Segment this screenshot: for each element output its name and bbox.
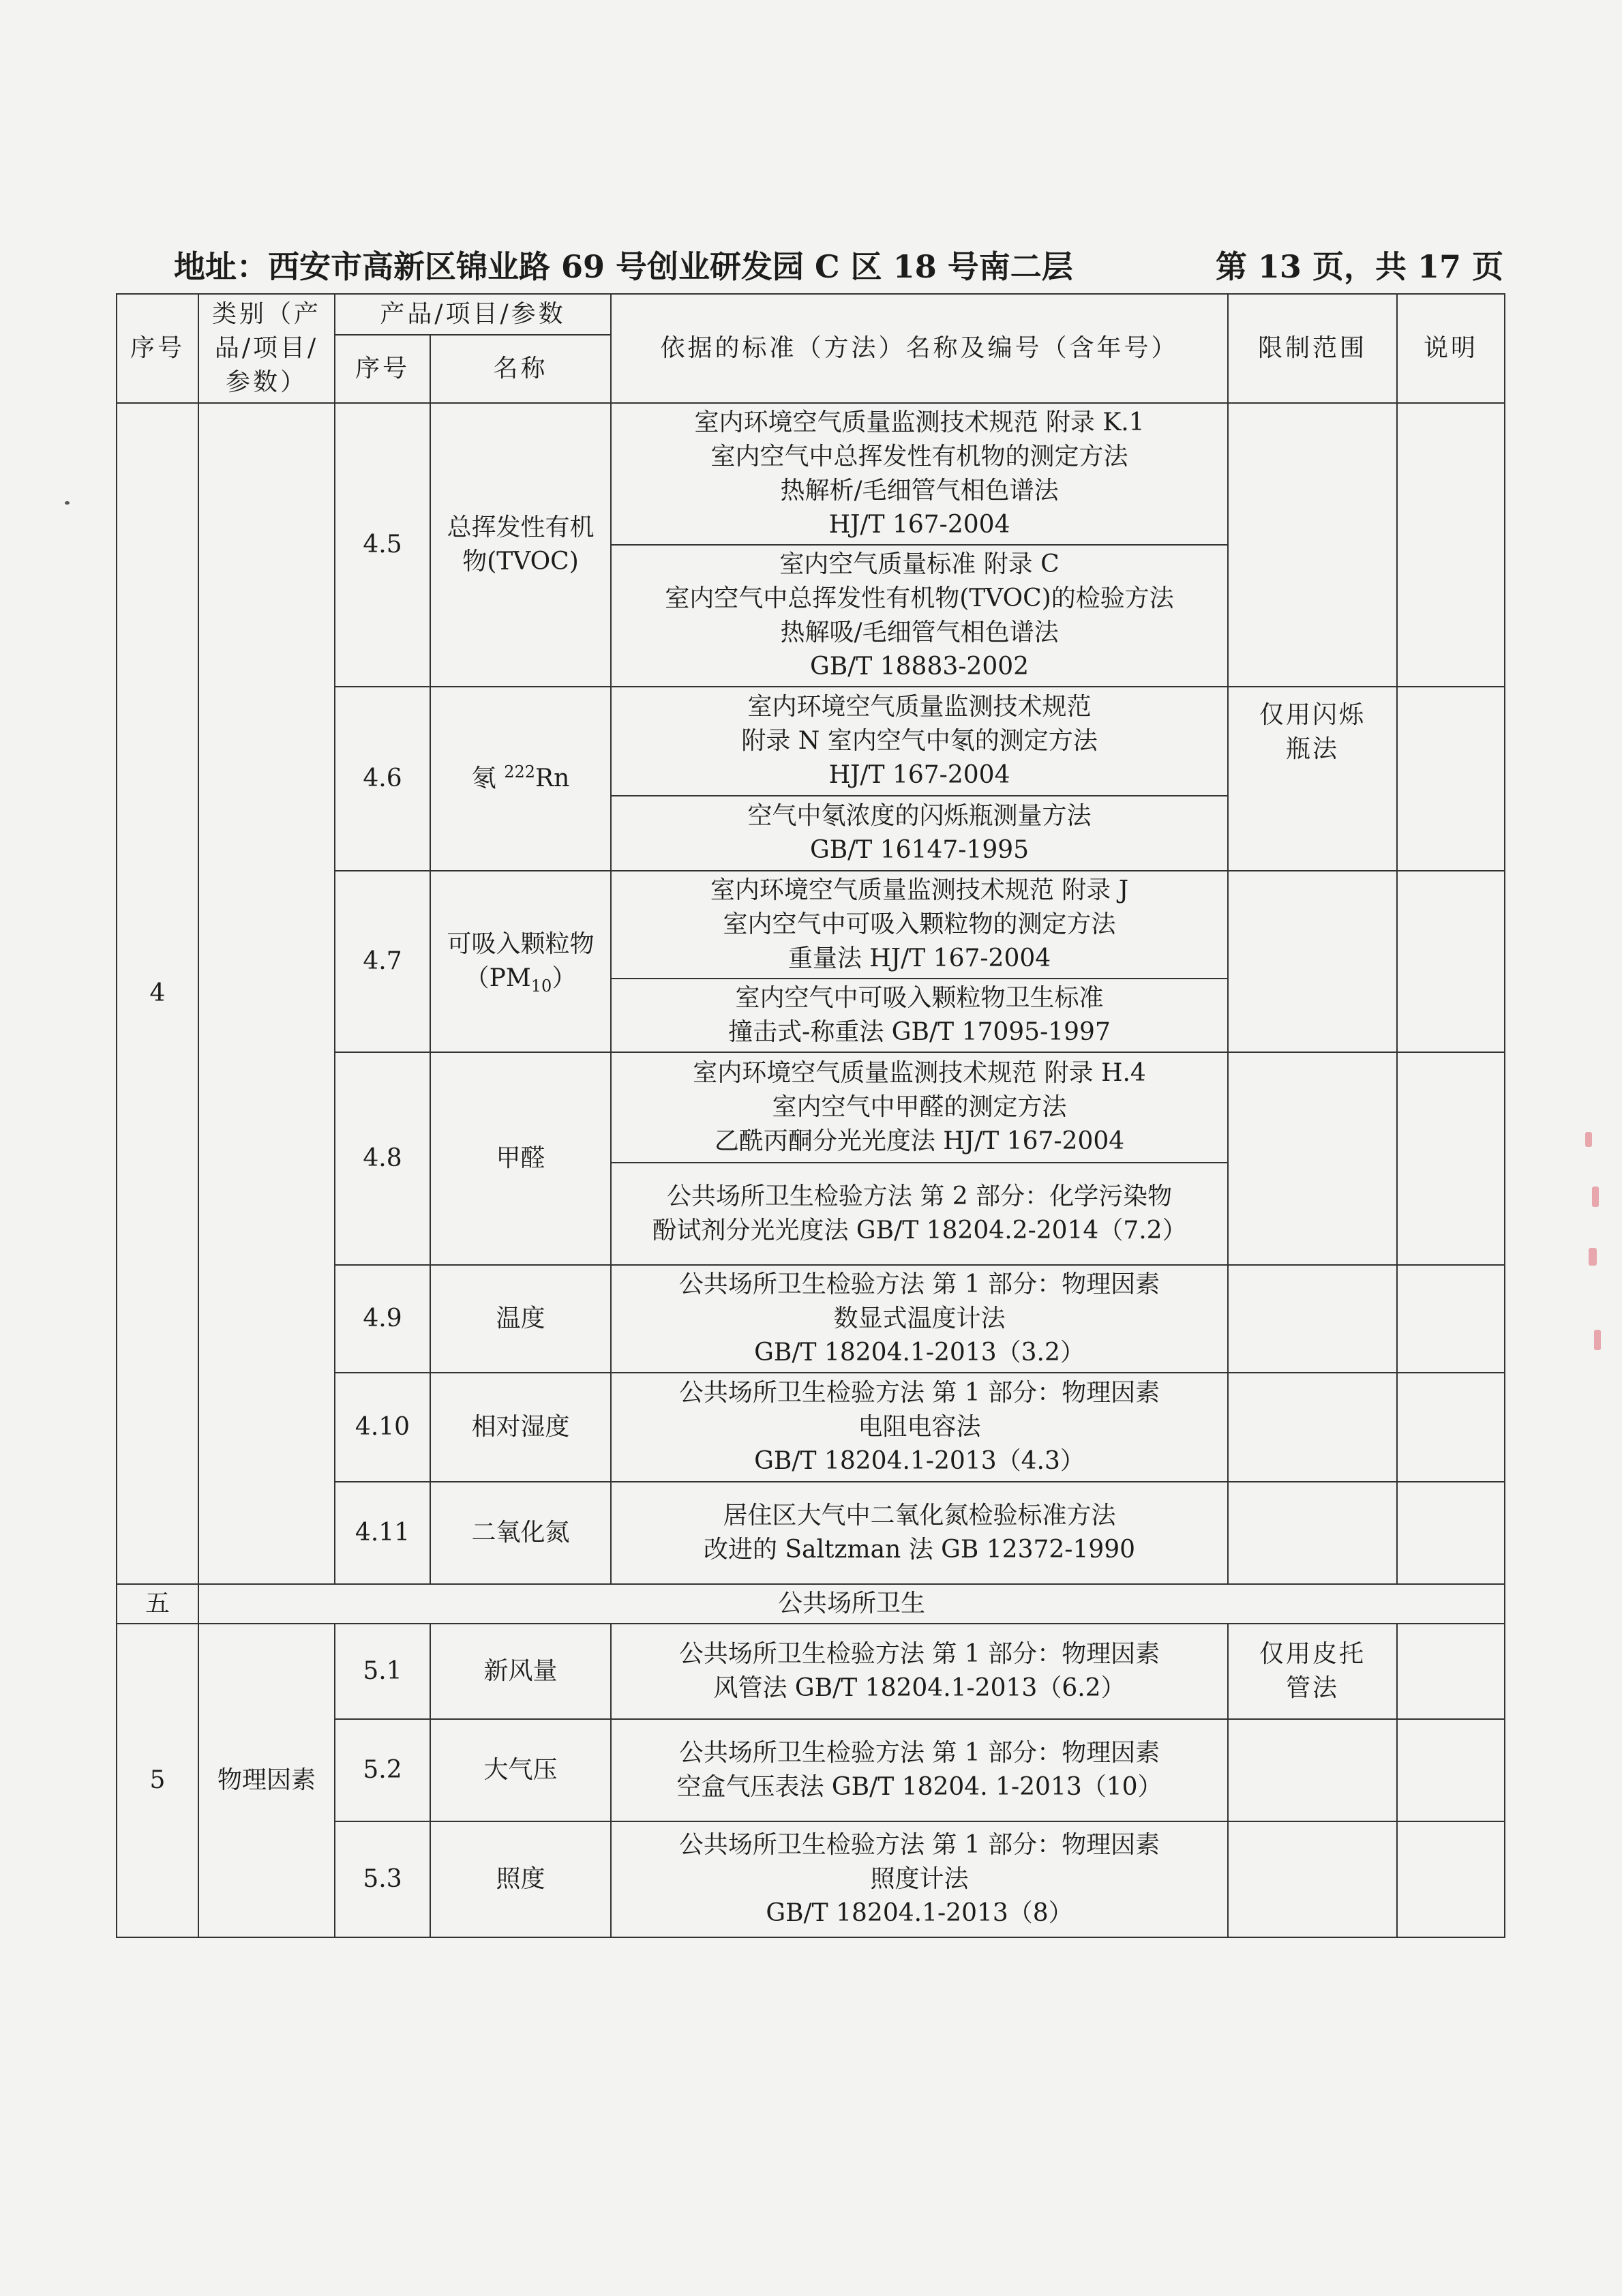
group5-seq: 5	[117, 1624, 198, 1937]
header-seq-text: 序号	[130, 334, 185, 362]
note-cell	[1397, 687, 1505, 871]
limit-cell	[1228, 1719, 1397, 1821]
standard-cell: 公共场所卫生检验方法 第 1 部分：物理因素 照度计法 GB/T 18204.1-2013（8）	[611, 1821, 1228, 1937]
header-standard: 依据的标准（方法）名称及编号（含年号）	[611, 294, 1228, 403]
item-no: 4.9	[335, 1265, 430, 1373]
standard-cell: 室内环境空气质量监测技术规范 附录 H.4 室内空气中甲醛的测定方法 乙酰丙酮分光光度法 HJ/T 167-2004	[611, 1052, 1228, 1163]
group4-seq: 4	[117, 403, 198, 1584]
item-no: 4.7	[335, 871, 430, 1052]
header-category	[198, 294, 335, 403]
standard-cell: 公共场所卫生检验方法 第 1 部分：物理因素 数显式温度计法 GB/T 18204.1-2013（3.2）	[611, 1265, 1228, 1373]
header-sub-seq: 序号	[335, 335, 430, 403]
standard-cell: 公共场所卫生检验方法 第 1 部分：物理因素 空盒气压表法 GB/T 18204. 1-2013（10）	[611, 1719, 1228, 1821]
item-name	[430, 871, 611, 1052]
header-note: 说明	[1397, 294, 1505, 403]
item-name: 温度	[430, 1265, 611, 1373]
standard-cell: 室内空气质量标准 附录 C 室内空气中总挥发性有机物(TVOC)的检验方法 热解吸/毛细管气相色谱法 GB/T 18883-2002	[611, 545, 1228, 687]
red-stamp-edge	[1589, 1248, 1597, 1266]
note-cell	[1397, 1719, 1505, 1821]
standard-cell: 居住区大气中二氧化氮检验标准方法 改进的 Saltzman 法 GB 12372-1990	[611, 1482, 1228, 1584]
address-text: 地址：西安市高新区锦业路 69 号创业研发园 C 区 18 号南二层	[174, 248, 1073, 285]
table-row	[117, 403, 1505, 545]
standard-cell: 空气中氡浓度的闪烁瓶测量方法 GB/T 16147-1995	[611, 796, 1228, 871]
section-number: 五	[117, 1584, 198, 1624]
scan-dot	[65, 501, 70, 505]
note-cell	[1397, 871, 1505, 1052]
limit-cell	[1228, 1821, 1397, 1937]
standard-cell: 公共场所卫生检验方法 第 1 部分：物理因素 电阻电容法 GB/T 18204.1-2013（4.3）	[611, 1373, 1228, 1482]
item-name-main: 氡	[471, 764, 496, 792]
red-stamp-edge	[1594, 1330, 1601, 1350]
item-no: 4.11	[335, 1482, 430, 1584]
limit-cell	[1228, 1052, 1397, 1265]
item-name: 照度	[430, 1821, 611, 1937]
standard-cell: 室内环境空气质量监测技术规范 附录 J 室内空气中可吸入颗粒物的测定方法 重量法 HJ/T 167-2004	[611, 871, 1228, 979]
limit-cell	[1228, 1482, 1397, 1584]
header-category-text: 类别（产品/项目/参数）	[211, 300, 321, 396]
standard-cell: 室内空气中可吸入颗粒物卫生标准 撞击式-称重法 GB/T 17095-1997	[611, 979, 1228, 1052]
section-row	[117, 1584, 1505, 1624]
note-cell	[1397, 1052, 1505, 1265]
item-no: 5.2	[335, 1719, 430, 1821]
group5-category: 物理因素	[198, 1624, 335, 1937]
item-name: 新风量	[430, 1624, 611, 1719]
table-header-row	[117, 294, 1505, 335]
item-name: 总挥发性有机物(TVOC)	[430, 403, 611, 687]
group4-category	[198, 403, 335, 1584]
standard-cell: 公共场所卫生检验方法 第 1 部分：物理因素 风管法 GB/T 18204.1-2013（6.2）	[611, 1624, 1228, 1719]
item-no: 5.1	[335, 1624, 430, 1719]
note-cell	[1397, 1265, 1505, 1373]
red-stamp-edge	[1592, 1187, 1599, 1207]
limit-cell	[1228, 871, 1397, 1052]
item-no: 4.8	[335, 1052, 430, 1265]
item-no: 4.10	[335, 1373, 430, 1482]
item-name: 甲醛	[430, 1052, 611, 1265]
note-cell	[1397, 1821, 1505, 1937]
table-row	[117, 1624, 1505, 1719]
item-name: 相对湿度	[430, 1373, 611, 1482]
note-cell	[1397, 1624, 1505, 1719]
item-no: 4.5	[335, 403, 430, 687]
red-stamp-edge	[1585, 1132, 1592, 1147]
item-name: 二氧化氮	[430, 1482, 611, 1584]
page-number: 第 13 页，共 17 页	[1215, 248, 1503, 285]
standard-cell: 室内环境空气质量监测技术规范 附录 K.1 室内空气中总挥发性有机物的测定方法 热解析/毛细管气相色谱法 HJ/T 167-2004	[611, 403, 1228, 545]
header-seq	[117, 294, 198, 403]
note-cell	[1397, 1482, 1505, 1584]
item-no: 5.3	[335, 1821, 430, 1937]
item-name-sub: 10	[530, 976, 552, 996]
header-limit: 限制范围	[1228, 294, 1397, 403]
limit-cell	[1228, 1373, 1397, 1482]
section-title: 公共场所卫生	[198, 1584, 1505, 1624]
limit-cell	[1228, 1265, 1397, 1373]
item-name	[430, 687, 611, 871]
limit-cell: 仅用皮托管法	[1228, 1624, 1397, 1719]
page-header	[174, 242, 1503, 290]
note-cell	[1397, 403, 1505, 687]
test-methods-table	[116, 293, 1505, 1938]
item-name-tail: Rn	[535, 764, 570, 792]
item-name-tail: ）	[552, 964, 577, 992]
item-no: 4.6	[335, 687, 430, 871]
header-product-group: 产品/项目/参数	[335, 294, 611, 335]
standard-cell: 公共场所卫生检验方法 第 2 部分：化学污染物 酚试剂分光光度法 GB/T 18204.2-2014（7.2）	[611, 1163, 1228, 1265]
standard-cell: 室内环境空气质量监测技术规范 附录 N 室内空气中氡的测定方法 HJ/T 167-2004	[611, 687, 1228, 796]
item-name-main: 可吸入颗粒物 （PM	[447, 930, 595, 992]
limit-cell	[1228, 403, 1397, 687]
item-name-sup: 222	[504, 762, 535, 781]
limit-cell: 仅用闪烁瓶法	[1228, 687, 1397, 871]
item-name: 大气压	[430, 1719, 611, 1821]
header-name: 名称	[430, 335, 611, 403]
note-cell	[1397, 1373, 1505, 1482]
